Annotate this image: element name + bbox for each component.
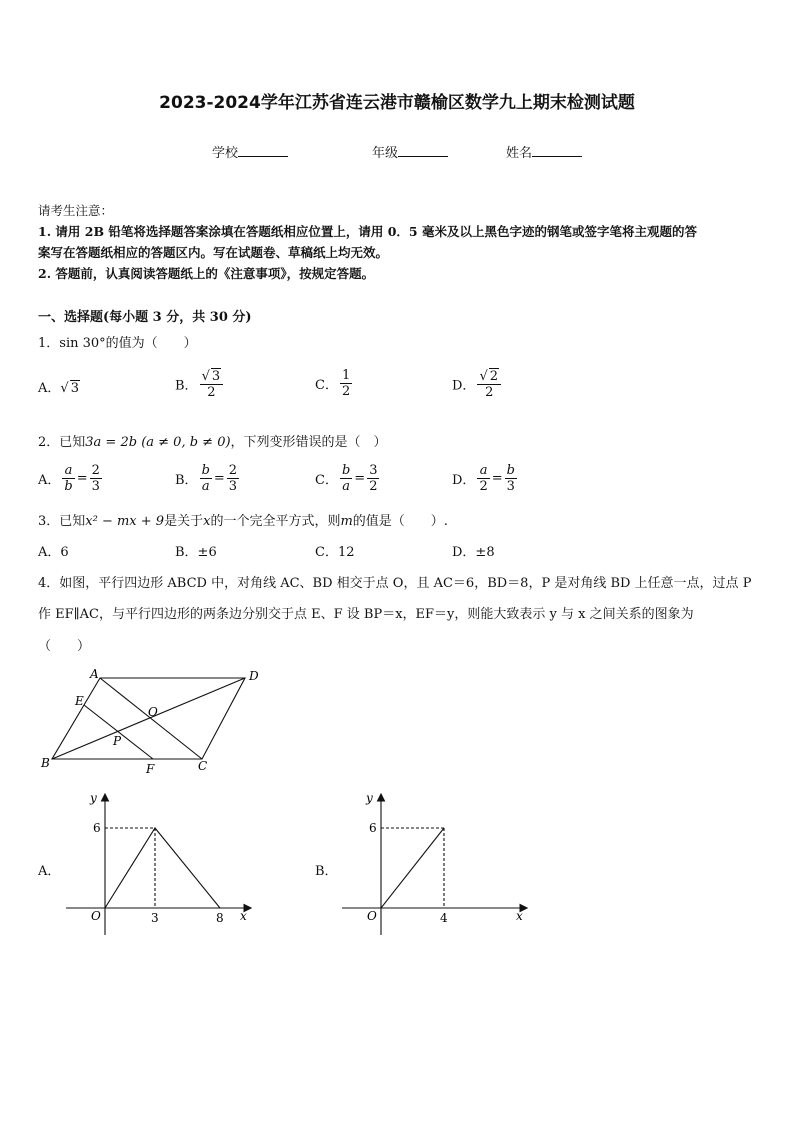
q1-c-numerator: 1 xyxy=(341,368,351,383)
frac-num: 3 xyxy=(369,463,378,478)
graph-a-x-label: x xyxy=(240,909,247,923)
graph-b-x4: 4 xyxy=(440,911,448,925)
graph-b xyxy=(336,785,536,945)
frac-den: 3 xyxy=(506,479,515,494)
school-label: 学校 xyxy=(212,146,239,161)
label-b: B xyxy=(41,756,50,770)
q1-b-denominator: 2 xyxy=(207,385,216,400)
frac-num: 2 xyxy=(228,463,238,478)
graph-a xyxy=(60,785,260,945)
graph-a-y6: 6 xyxy=(93,821,101,835)
q2-stem-a: 2．已知 xyxy=(38,435,86,450)
option-letter: A． xyxy=(38,473,61,488)
q1-c-denominator: 2 xyxy=(341,384,351,399)
option-letter: C． xyxy=(315,473,338,488)
q1-option-c xyxy=(315,368,354,399)
label-o: O xyxy=(148,705,158,719)
school-field xyxy=(212,142,288,161)
school-blank xyxy=(238,144,288,157)
graph-b-origin: O xyxy=(367,909,377,923)
q3-option-a: A．6 xyxy=(38,545,69,560)
frac-den: 3 xyxy=(91,479,100,494)
equals-sign: = xyxy=(213,471,225,486)
grade-field xyxy=(372,142,448,161)
option-letter: B． xyxy=(175,473,198,488)
q4-option-a-label: A． xyxy=(38,864,61,879)
option-letter: B． xyxy=(175,378,198,394)
grade-blank xyxy=(398,144,448,157)
label-p: P xyxy=(113,734,122,748)
name-field xyxy=(506,142,582,161)
frac-num: b xyxy=(506,463,515,478)
graph-b-line xyxy=(381,828,444,908)
frac-num: a xyxy=(477,463,489,479)
segment-ef xyxy=(84,705,153,759)
q2-option-c xyxy=(315,463,381,494)
equals-sign: = xyxy=(76,471,88,486)
q3-stem-a: 3．已知 xyxy=(38,514,86,529)
q2-stem-b: ，下列变形错误的是（ ） xyxy=(230,435,387,450)
label-e: E xyxy=(75,694,84,708)
parallelogram-figure xyxy=(30,660,270,780)
frac-num: b xyxy=(341,463,351,478)
option-letter: A． xyxy=(38,381,61,396)
q4-option-b-label: B． xyxy=(315,864,338,879)
question-4-line-1: 4．如图，平行四边形 ABCD 中，对角线 AC、BD 相交于点 O，且 AC＝6，BD＝8，P 是对角线 BD 上任意一点，过点 P xyxy=(38,576,752,591)
q3-stem-d: 的值是（ ）. xyxy=(352,514,448,529)
option-letter: D． xyxy=(452,473,476,488)
option-letter: D． xyxy=(452,378,476,394)
graph-a-origin: O xyxy=(91,909,101,923)
q2-option-b xyxy=(175,463,241,494)
graph-a-line xyxy=(105,828,220,908)
q2-equation: 3a = 2b xyxy=(85,435,138,450)
q1-option-d: D． $\frac{√ 2}{2}$ xyxy=(452,368,503,400)
notice-line-2: 案写在答题纸相应的答题区内。写在试题卷、草稿纸上均无效。 xyxy=(38,245,389,260)
q3-var-x: x xyxy=(203,514,211,529)
q3-option-d: D．±8 xyxy=(452,545,495,560)
frac-den: a xyxy=(201,479,210,494)
q1-option-a: A．√ 3 xyxy=(38,381,79,396)
q2-option-d xyxy=(452,463,519,494)
q1-d-numerator: 2 xyxy=(489,369,499,384)
frac-den: 2 xyxy=(479,479,488,494)
grade-label: 年级 xyxy=(372,146,399,161)
graph-a-x3: 3 xyxy=(151,911,159,925)
frac-den: a xyxy=(342,479,350,494)
frac-den: 2 xyxy=(369,479,378,494)
q1-option-b: B． $\frac{√ 3}{2}$ xyxy=(175,368,225,400)
name-label: 姓名 xyxy=(506,146,533,161)
label-d: D xyxy=(249,669,259,683)
section-heading: 一、选择题(每小题 3 分，共 30 分) xyxy=(38,310,252,325)
frac-den: 3 xyxy=(228,479,238,494)
q2-condition: (a ≠ 0, b ≠ 0) xyxy=(141,435,231,450)
q3-expression: x² − mx + 9 xyxy=(85,514,165,529)
equals-sign: = xyxy=(491,471,503,486)
label-f: F xyxy=(146,762,155,776)
name-blank xyxy=(532,144,582,157)
question-2-stem xyxy=(38,431,387,450)
option-letter: C． xyxy=(315,378,338,393)
notice-line-3: 2. 答题前，认真阅读答题纸上的《注意事项》，按规定答题。 xyxy=(38,266,375,281)
question-3-stem xyxy=(38,510,448,529)
frac-num: b xyxy=(201,463,210,478)
q3-option-b: B．±6 xyxy=(175,545,217,560)
frac-num: 2 xyxy=(91,463,100,478)
equals-sign: = xyxy=(354,471,366,486)
graph-b-y6: 6 xyxy=(369,821,377,835)
page-title: 2023-2024学年江苏省连云港市赣榆区数学九上期末检测试题 xyxy=(159,93,635,113)
graph-b-y-label: y xyxy=(366,791,373,805)
q1-b-numerator: 3 xyxy=(211,369,221,384)
graph-a-x8: 8 xyxy=(216,911,224,925)
q3-option-c: C．12 xyxy=(315,545,355,560)
question-1-stem: 1．sin 30°的值为（ ） xyxy=(38,336,197,351)
q3-stem-b: 是关于 xyxy=(164,514,204,529)
frac-num: a xyxy=(62,463,74,479)
q3-var-m: m xyxy=(340,514,353,529)
q2-option-a xyxy=(38,463,104,494)
notice-line-1: 1. 请用 2B 铅笔将选择题答案涂填在答题纸相应位置上，请用 0．5 毫米及以上黑色字迹的钢笔或签字笔将主观题的答 xyxy=(38,224,697,239)
graph-a-y-label: y xyxy=(90,791,97,805)
question-4-line-3: （ ） xyxy=(38,639,91,654)
q1-d-denominator: 2 xyxy=(485,385,494,400)
graph-b-x-label: x xyxy=(516,909,523,923)
q3-stem-c: 的一个完全平方式，则 xyxy=(210,514,341,529)
label-c: C xyxy=(198,759,208,773)
q1-a-radicand: 3 xyxy=(70,381,79,396)
notice-heading: 请考生注意： xyxy=(38,203,114,218)
label-a: A xyxy=(90,667,99,681)
frac-den: b xyxy=(64,479,73,494)
question-4-line-2: 作 EF∥AC，与平行四边形的两条边分别交于点 E、F 设 BP＝x，EF＝y，则能大致表示 y 与 x 之间关系的图象为 xyxy=(38,607,694,622)
